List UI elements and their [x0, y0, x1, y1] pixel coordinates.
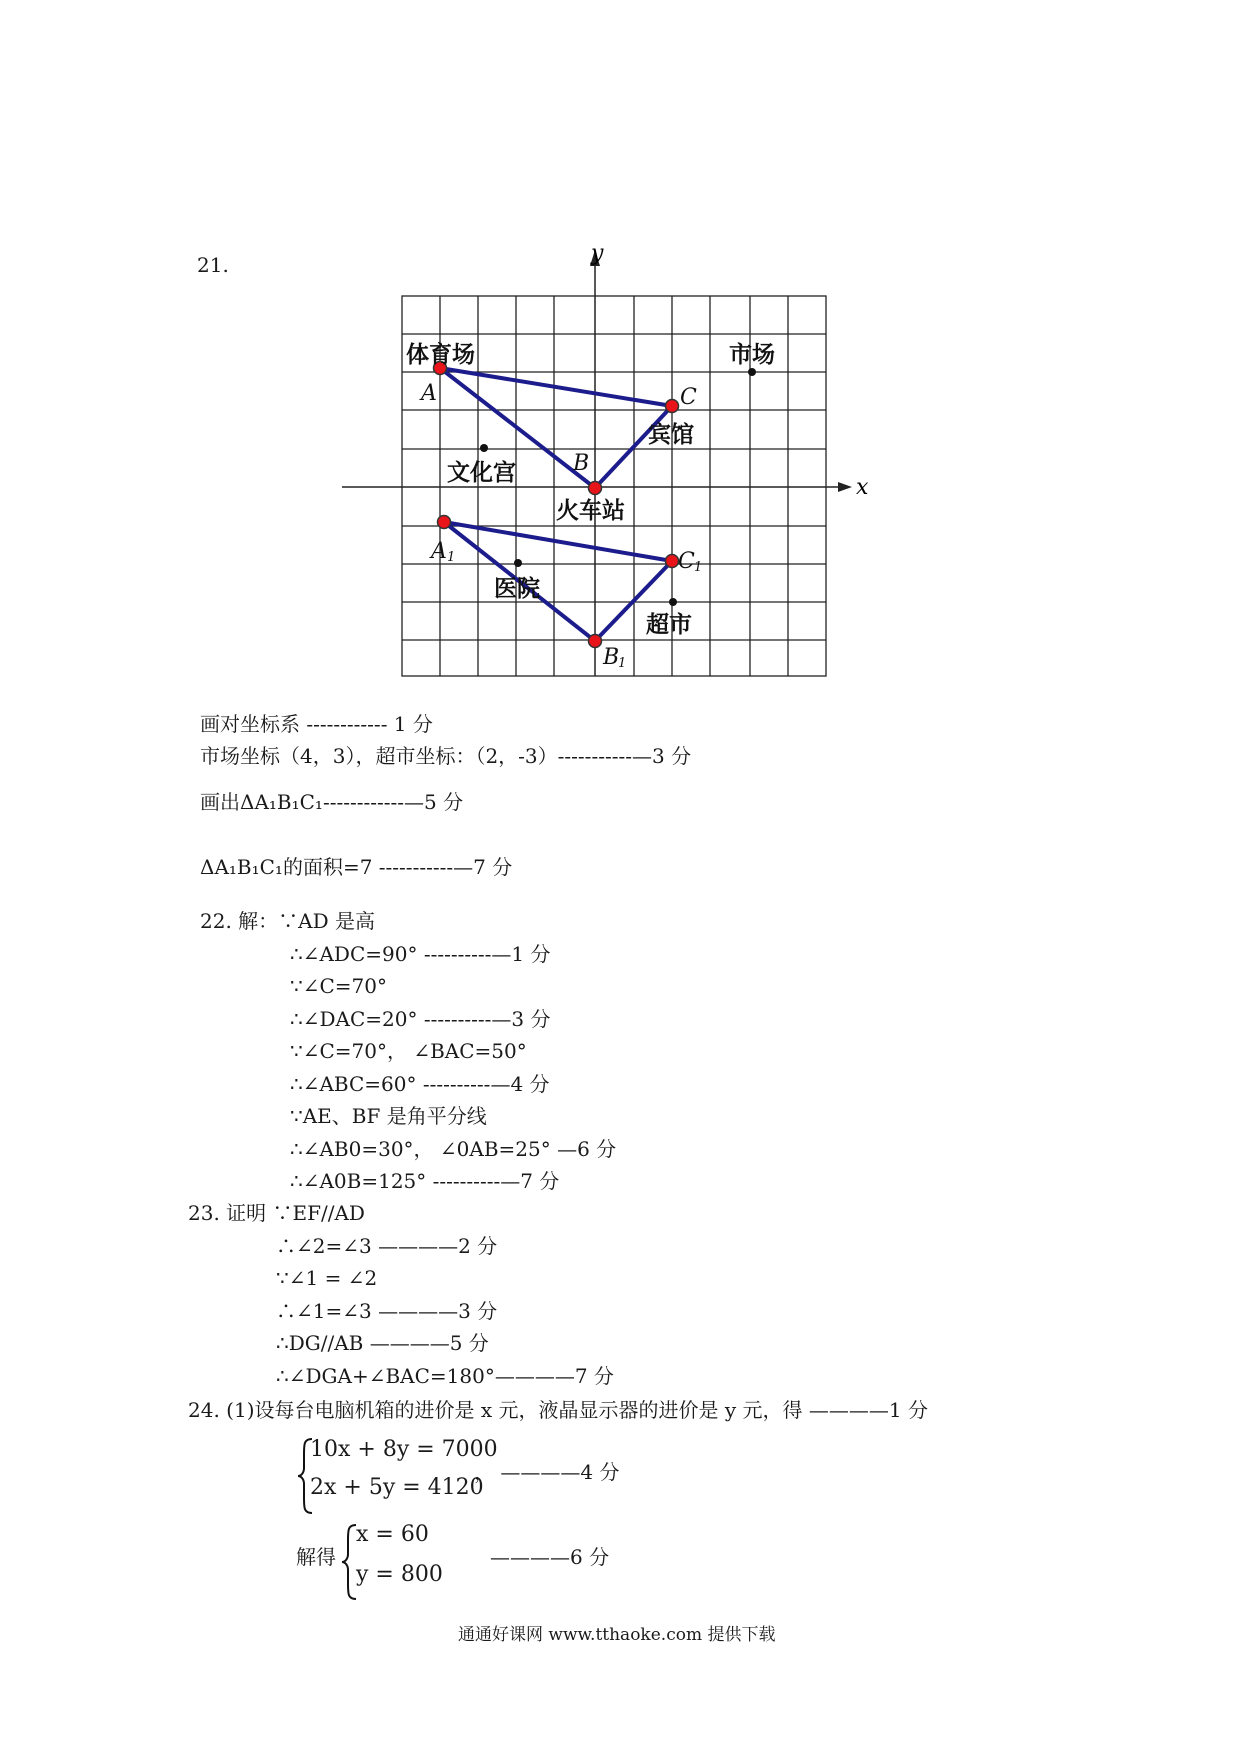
q23-line-2: ∴∠2=∠3 ————2 分 — [276, 1234, 498, 1258]
label-yiyuan: 医院 — [494, 576, 540, 602]
q22-line-4: ∴∠DAC=20° ----------—3 分 — [290, 1007, 551, 1031]
q22-line-6: ∴∠ABC=60° ----------—4 分 — [290, 1072, 550, 1096]
axes — [342, 262, 842, 676]
dot-chaoshi — [669, 598, 677, 606]
q23-line-4: ∴∠1=∠3 ————3 分 — [276, 1299, 498, 1323]
letter-c1: C — [678, 549, 695, 574]
q22-line-8: ∴∠AB0=30°， ∠0AB=25° —6 分 — [290, 1137, 617, 1161]
q24-solve-label: 解得 — [296, 1545, 336, 1569]
q23-line-6: ∴∠DGA+∠BAC=180°————7 分 — [276, 1364, 614, 1388]
page-footer: 通通好课网 www.tthaoke.com 提供下载 — [458, 1625, 776, 1645]
letter-b: B — [573, 451, 590, 476]
label-shichang: 市场 — [729, 342, 775, 368]
coordinate-grid-figure — [0, 0, 1240, 700]
q22-line-2: ∴∠ADC=90° ----------—1 分 — [290, 942, 551, 966]
point-a1 — [438, 516, 451, 529]
point-b — [589, 482, 602, 495]
dot-yiyuan — [514, 559, 522, 567]
label-chaoshi: 超市 — [646, 612, 692, 638]
q24-equation-1: 10x + 8y = 7000 — [310, 1437, 498, 1462]
q21-line-1: 画对坐标系 ------------ 1 分 — [200, 712, 433, 736]
y-axis-label: y — [591, 241, 604, 266]
x-axis-label: x — [856, 475, 869, 500]
point-c — [666, 400, 679, 413]
label-wenhuagong: 文化宫 — [447, 460, 516, 486]
letter-c: C — [680, 385, 697, 410]
q21-line-4: ΔA₁B₁C₁的面积=7 -----------—7 分 — [200, 855, 513, 879]
subscript-a1: 1 — [447, 550, 456, 565]
label-tiyuchang: 体育场 — [406, 342, 475, 368]
q21-line-2: 市场坐标（4，3），超市坐标：（2，-3）-----------—3 分 — [200, 744, 692, 768]
label-binguan: 宾馆 — [648, 422, 694, 448]
question-21-number: 21. — [197, 253, 229, 277]
q24-solution-2: y = 800 — [356, 1562, 443, 1587]
q23-line-5: ∴DG//AB ————5 分 — [276, 1331, 489, 1355]
label-huochezhan: 火车站 — [556, 498, 625, 524]
subscript-b1: 1 — [618, 656, 627, 671]
letter-a1: A — [431, 539, 447, 564]
q22-line-9: ∴∠A0B=125° ----------—7 分 — [290, 1169, 560, 1193]
q23-line-1: 23. 证明 ∵EF//AD — [188, 1201, 365, 1225]
q22-line-1: 22. 解：∵AD 是高 — [200, 909, 375, 933]
x-axis-arrow — [838, 482, 852, 492]
subscript-c1: 1 — [694, 560, 703, 575]
q21-line-3: 画出ΔA₁B₁C₁------------—5 分 — [200, 790, 464, 814]
q22-line-3: ∵∠C=70° — [290, 974, 387, 998]
q24-score-6: ————6 分 — [490, 1545, 610, 1569]
letter-b1: B — [603, 645, 620, 670]
q24-equation-2: 2x + 5y = 4120 — [310, 1475, 484, 1500]
point-b1 — [589, 635, 602, 648]
q22-line-7: ∵AE、BF 是角平分线 — [290, 1104, 487, 1128]
dot-wenhuagong — [480, 444, 488, 452]
q22-line-5: ∵∠C=70°， ∠BAC=50° — [290, 1039, 527, 1063]
q24-line-1: 24. (1)设每台电脑机箱的进价是 x 元，液晶显示器的进价是 y 元，得 ————1 分 — [188, 1398, 928, 1422]
q24-score-4: ， ————4 分 — [474, 1460, 620, 1484]
q23-line-3: ∵∠1 = ∠2 — [276, 1266, 378, 1290]
letter-a: A — [421, 381, 437, 406]
q24-solution-1: x = 60 — [356, 1522, 429, 1547]
dot-shichang — [748, 368, 756, 376]
point-c1 — [666, 555, 679, 568]
